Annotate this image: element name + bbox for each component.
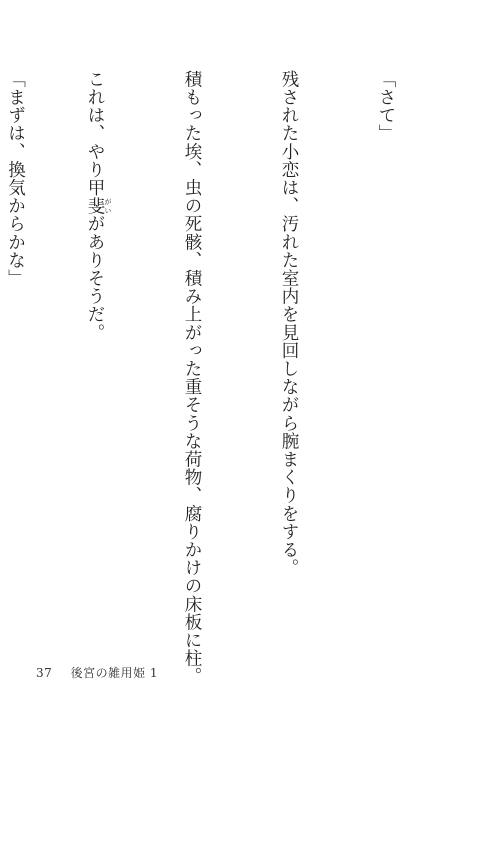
page-number: 37 (36, 666, 53, 680)
text-line: 残された小恋は、汚れた室内を見回しながら腕まくりをする。 (279, 70, 299, 577)
book-title: 後宮の雑用姫 1 (70, 666, 159, 680)
page-footer (36, 664, 172, 681)
text-line: 「さて」 (376, 70, 396, 143)
text-line: 積もった埃、虫の死骸、積み上がった重そうな荷物、腐りかけの床板に柱。 (182, 70, 202, 686)
text-line: 「まずは、換気からかな」 (5, 70, 26, 288)
furigana: 斐 がい (85, 196, 112, 215)
text-line: これは、やり甲斐 がいがありそうだ。 (85, 70, 112, 342)
